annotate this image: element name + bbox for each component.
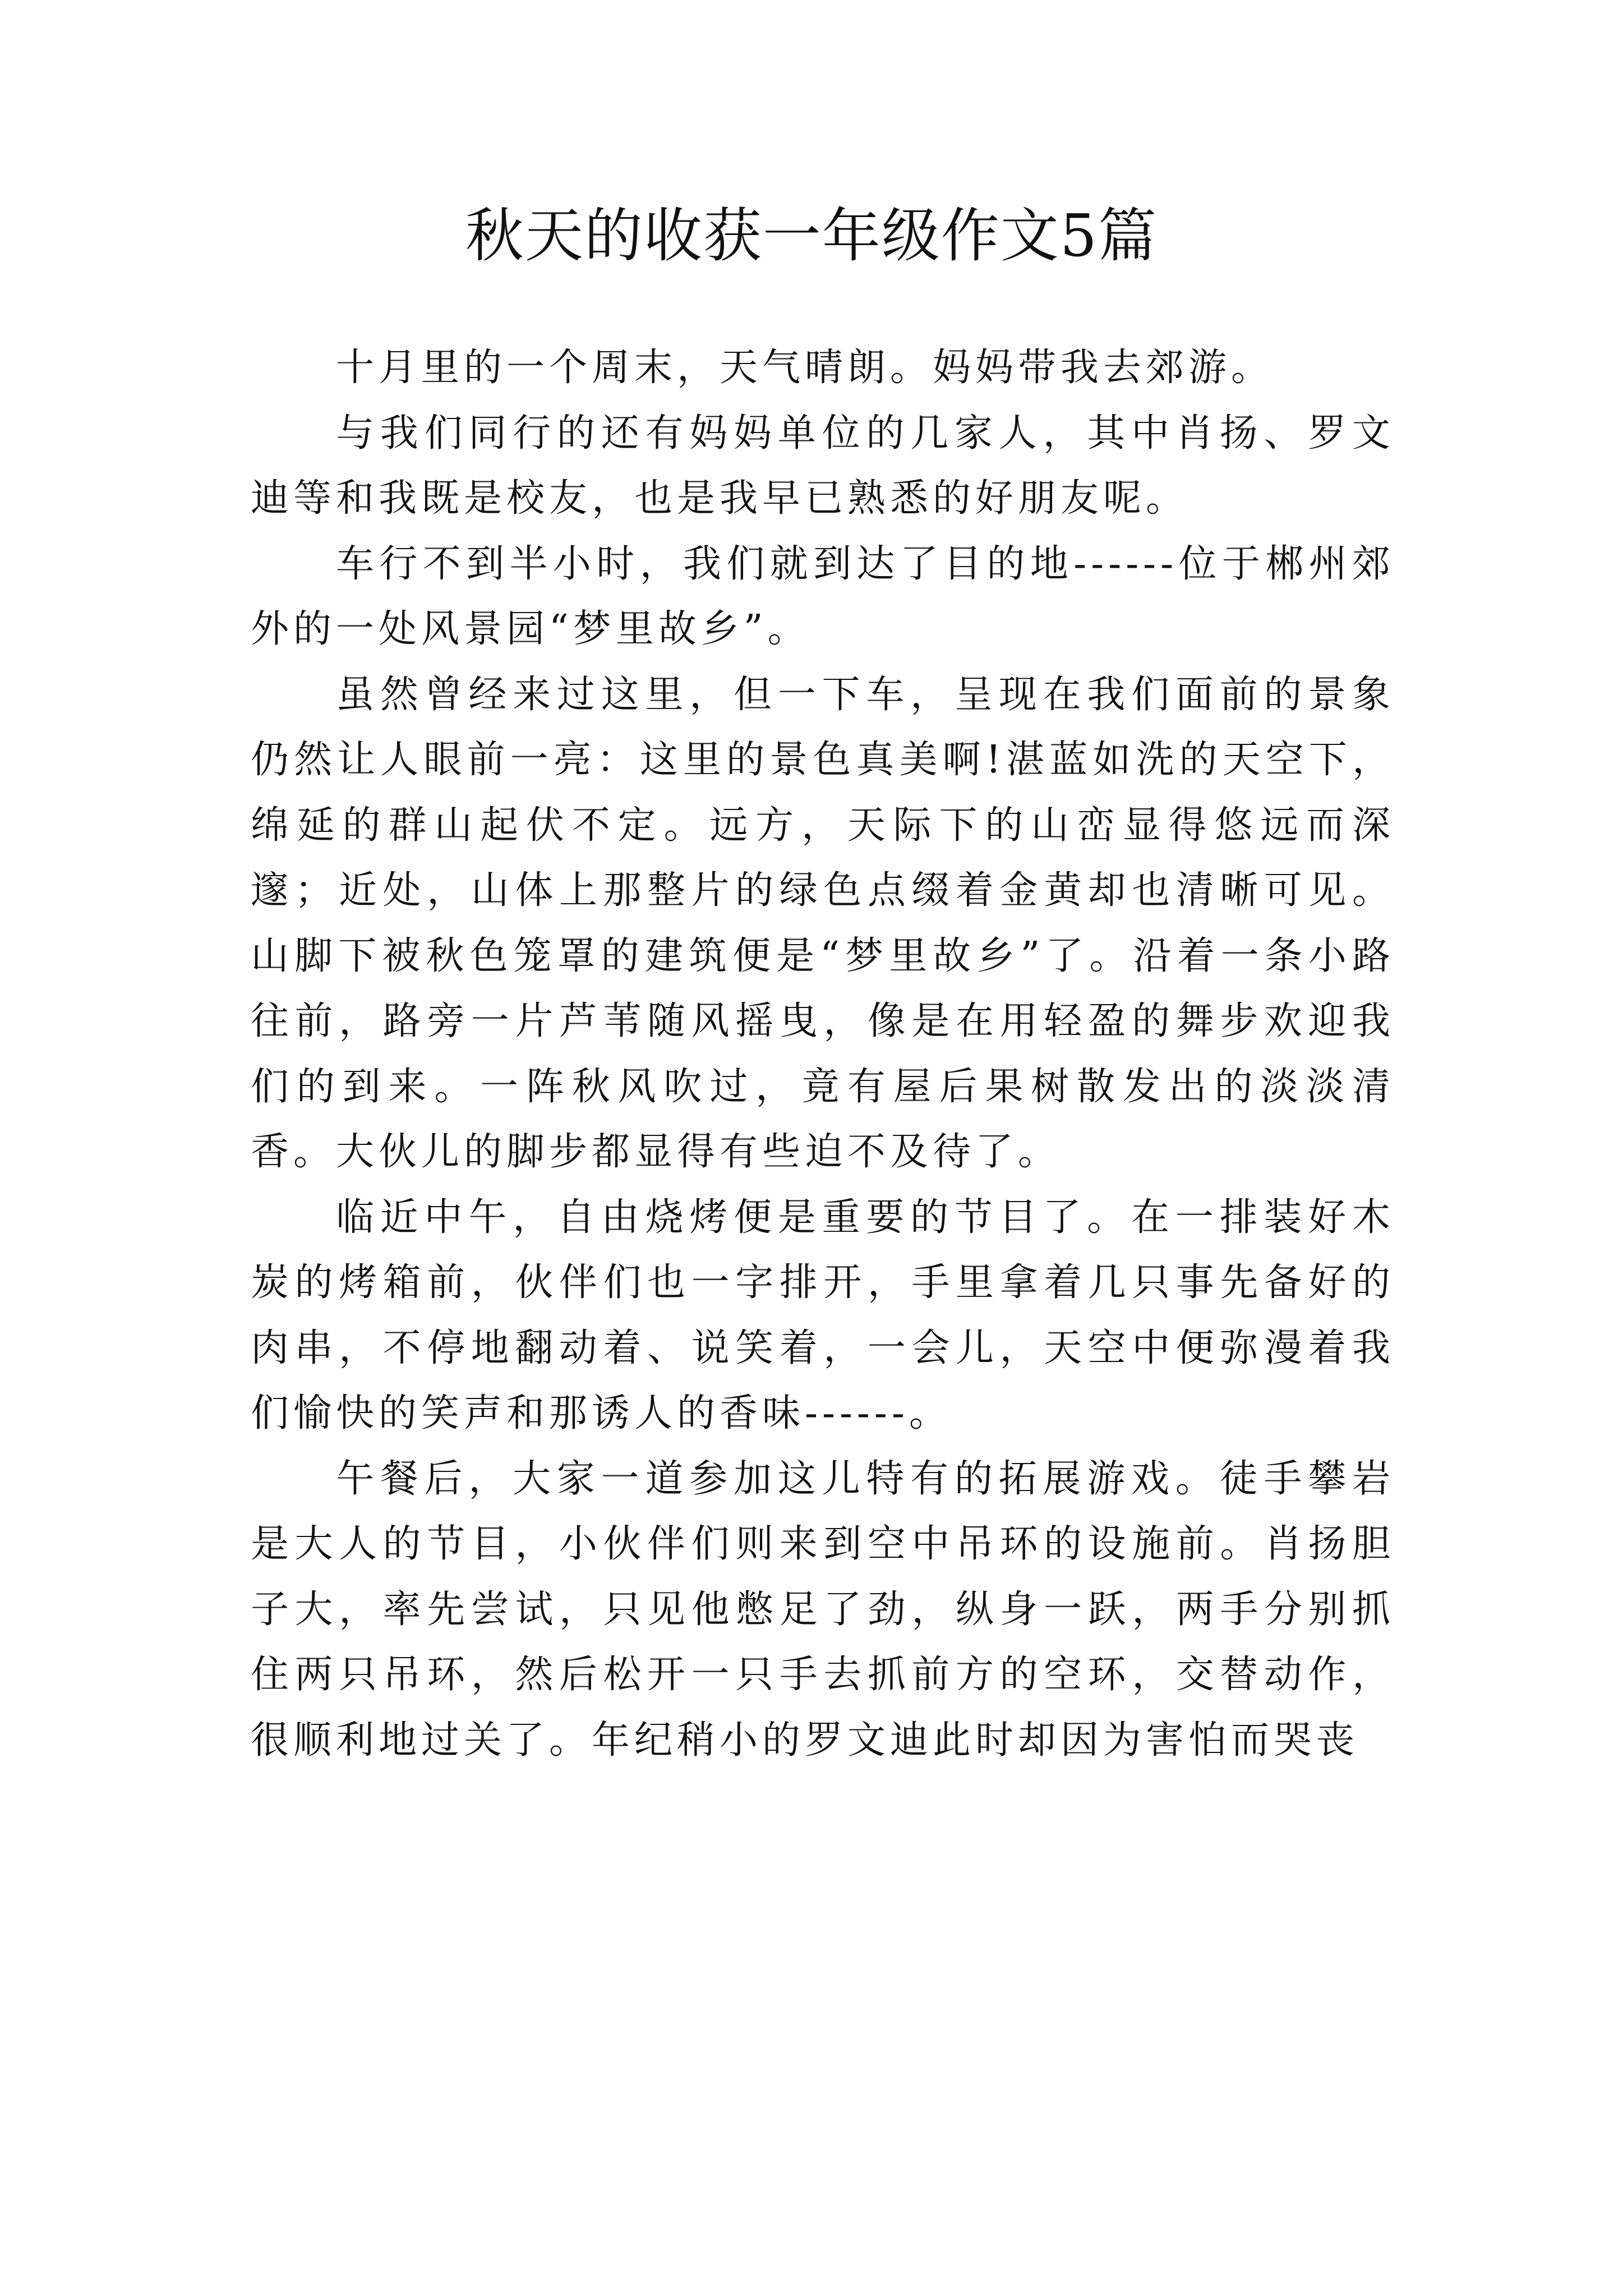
paragraph-3: 车行不到半小时，我们就到达了目的地------位于郴州郊外的一处风景园“梦里故乡”。 (251, 541, 1395, 651)
paragraph-1: 十月里的一个周末，天气晴朗。妈妈带我去郊游。 (336, 346, 1274, 390)
paragraph-4: 虽然曾经来过这里，但一下车，呈现在我们面前的景象仍然让人眼前一亮：这里的景色真美啊!湛蓝如洗的天空下，绵延的群山起伏不定。远方，天际下的山峦显得悠远而深邃；近处，山体上那整片的绿色点缀着金黄却也清晰可见。山脚下被秋色笼罩的建筑便是“梦里故乡”了。沿着一条小路往前，路旁一片芦苇随风摇曳，像是在用轻盈的舞步欢迎我们的到来。一阵秋风吹过，竟有屋后果树散发出的淡淡清香。大伙儿的脚步都显得有些迫不及待了。 (251, 672, 1395, 1174)
paragraph-5: 临近中午，自由烧烤便是重要的节目了。在一排装好木炭的烤箱前，伙伴们也一字排开，手里拿着几只事先备好的肉串，不停地翻动着、说笑着，一会儿，天空中便弥漫着我们愉快的笑声和那诱人的香味------。 (251, 1195, 1395, 1435)
document-title: 秋天的收获一年级作文5篇 (465, 201, 1158, 270)
paragraph-6: 午餐后，大家一道参加这儿特有的拓展游戏。徒手攀岩是大人的节目，小伙伴们则来到空中吊环的设施前。肖扬胆子大，率先尝试，只见他憋足了劲，纵身一跃，两手分别抓住两只吊环，然后松开一只手去抓前方的空环，交替动作，很顺利地过关了。年纪稍小的罗文迪此时却因为害怕而哭丧 (251, 1456, 1395, 1763)
paragraph-2: 与我们同行的还有妈妈单位的几家人，其中肖扬、罗文迪等和我既是校友，也是我早已熟悉的好朋友呢。 (251, 411, 1395, 521)
document-body (251, 335, 1395, 1773)
